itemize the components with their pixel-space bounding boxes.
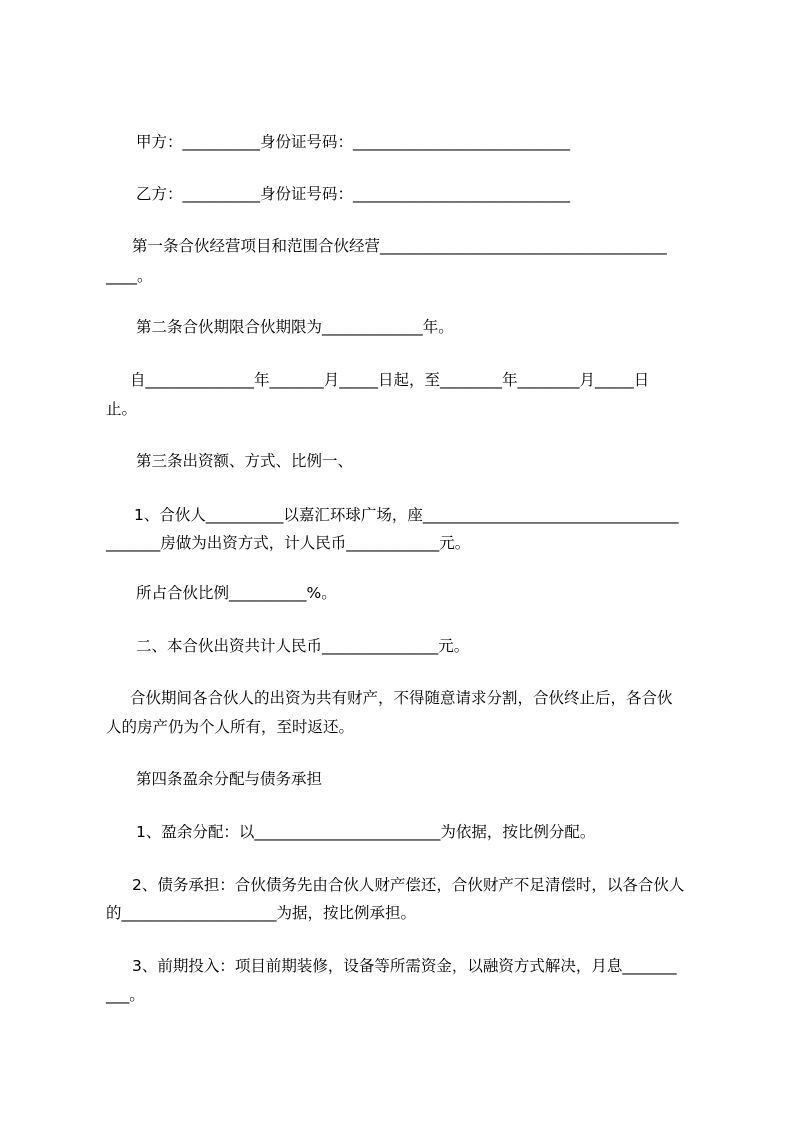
profit-distribution-line: 1、盈余分配：以________________________为依据，按比例分配。 [136,823,596,841]
common-property-line-2: 人的房产仍为个人所有，至时返还。 [106,718,355,736]
item-1-line-2: _______房做为出资方式，计人民币____________元。 [106,534,471,552]
item-1-line-1: 1、合伙人__________以嘉汇环球广场，座_________________________________ [134,506,679,524]
article-4-heading: 第四条盈余分配与债务承担 [136,770,323,788]
term-period-line-2: 止。 [106,400,138,418]
party-a-line: 甲方：__________身份证号码：____________________________ [136,133,571,151]
article-1-line-1: 第一条合伙经营项目和范围合伙经营_____________________________________ [132,237,667,255]
debt-line-1: 2、债务承担：合伙债务先由合伙人财产偿还，合伙财产不足清偿时，以各合伙人 [132,876,685,894]
initial-investment-line-2: ___。 [106,986,145,1004]
initial-investment-line-1: 3、前期投入：项目前期装修，设备等所需资金，以融资方式解决，月息_______ [132,957,677,975]
article-3-heading: 第三条出资额、方式、比例一、 [136,452,354,470]
term-period-line-1: 自______________年_______月_____日起，至________年________月_____日 [130,371,650,389]
article-1-line-2: ____。 [106,267,153,285]
common-property-line-1: 合伙期间各合伙人的出资为共有财产，不得随意请求分割，合伙终止后，各合伙 [130,689,673,707]
total-capital-line: 二、本合伙出资共计人民币_______________元。 [136,637,470,655]
debt-line-2: 的____________________为据，按比例承担。 [106,904,417,922]
share-ratio-line: 所占合伙比例__________%。 [136,584,337,602]
article-2-term: 第二条合伙期限合伙期限为_____________年。 [136,318,454,336]
party-b-line: 乙方：__________身份证号码：____________________________ [136,185,571,203]
